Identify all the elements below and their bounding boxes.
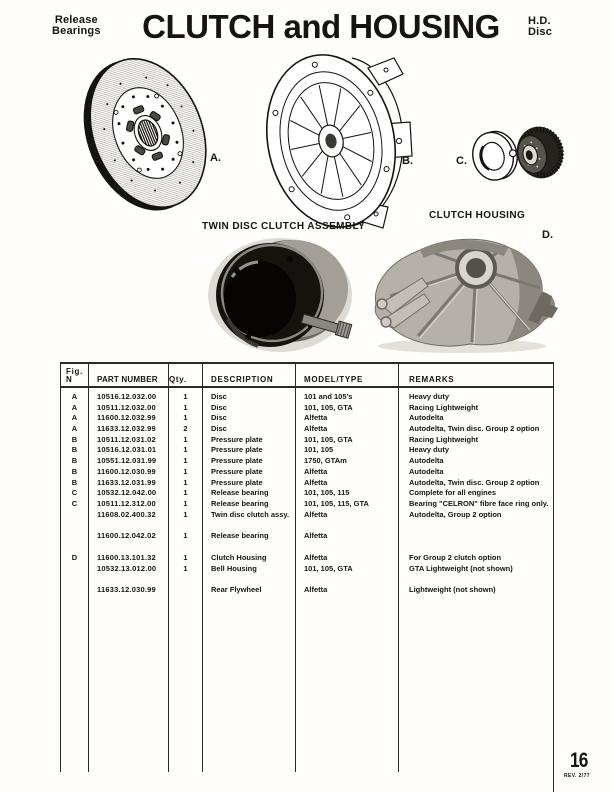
model-type-cell: [296, 520, 399, 531]
part-number-cell: [89, 542, 169, 553]
part-number-cell: 11600.12.030.99: [89, 467, 169, 478]
fig-cell: C: [61, 499, 89, 510]
table-row: [61, 413, 553, 424]
description-cell: Pressure plate: [203, 445, 296, 456]
description-cell: Release bearing: [203, 488, 296, 499]
remarks-cell: Autodelta: [409, 456, 444, 466]
header-right-label: [528, 16, 552, 38]
figure-b-label: B.: [402, 155, 413, 167]
header-left-label: [52, 15, 101, 37]
table-row: [61, 488, 553, 499]
header-description: DESCRIPTION: [203, 364, 296, 386]
qty-cell: 1: [169, 510, 203, 521]
remarks-cell: Racing Lightweight: [409, 434, 479, 444]
description-cell: Pressure plate: [203, 478, 296, 489]
clutch-disc-illustration: [80, 50, 218, 218]
header-qty: Qty.: [169, 364, 203, 386]
part-number-cell: 10516.12.031.01: [89, 445, 169, 456]
header-part-number: PART NUMBER: [89, 364, 169, 386]
fig-cell: A: [61, 424, 89, 435]
part-number-cell: 10511.12.312.00: [89, 499, 169, 510]
qty-cell: 1: [169, 564, 203, 575]
description-cell: Pressure plate: [203, 435, 296, 446]
pressure-plate-illustration: [256, 46, 424, 232]
qty-cell: 1: [169, 467, 203, 478]
figure-d-label: D.: [542, 229, 553, 241]
model-type-cell: Alfetta: [296, 510, 399, 521]
parts-table: [60, 362, 553, 772]
qty-cell: 1: [169, 435, 203, 446]
header-right-line2: Disc: [528, 26, 553, 38]
fig-cell: A: [61, 413, 89, 424]
remarks-cell: Heavy duty: [409, 392, 450, 401]
remarks-cell: GTA Lightweight (not shown): [409, 563, 513, 573]
fig-cell: A: [61, 392, 89, 403]
part-number-cell: 10532.13.012.00: [89, 564, 169, 575]
description-cell: Release bearing: [203, 499, 296, 510]
remarks-cell: [399, 531, 553, 542]
model-type-cell: [296, 574, 399, 585]
remarks-cell: Racing Lightweight: [409, 402, 479, 412]
fig-cell: [61, 542, 89, 553]
qty-cell: 1: [169, 413, 203, 424]
part-number-cell: 11600.13.101.32: [89, 553, 169, 564]
table-row: [61, 403, 553, 414]
description-cell: Clutch Housing: [203, 553, 296, 564]
model-type-cell: Alfetta: [296, 531, 399, 542]
table-row: [61, 510, 553, 521]
header-fig-line2: N: [66, 375, 73, 384]
model-type-cell: 101, 105, 115, GTA: [296, 499, 399, 510]
model-type-cell: Alfetta: [296, 424, 399, 435]
page-title: CLUTCH and HOUSING: [142, 8, 500, 45]
table-row: [61, 553, 553, 564]
header-right-line1: H.D.: [528, 15, 551, 27]
part-number-cell: 11600.12.032.99: [89, 413, 169, 424]
table-row: [61, 424, 553, 435]
table-row: [61, 564, 553, 575]
description-cell: [203, 542, 296, 553]
table-right-border-rule: [553, 362, 554, 792]
figure-a-label: A.: [210, 152, 221, 164]
table-row: [61, 499, 553, 510]
part-number-cell: 11633.12.032.99: [89, 424, 169, 435]
remarks-cell: [399, 542, 553, 553]
table-row: [61, 435, 553, 446]
qty-cell: 1: [169, 478, 203, 489]
table-row: [61, 542, 553, 553]
fig-cell: B: [61, 435, 89, 446]
table-empty-fill: [61, 596, 553, 772]
table-row: [61, 520, 553, 531]
table-header-row: [61, 364, 553, 388]
qty-cell: 1: [169, 392, 203, 403]
qty-cell: [169, 542, 203, 553]
description-cell: Pressure plate: [203, 467, 296, 478]
header-left-line1: Release: [54, 14, 98, 26]
part-number-cell: 11633.12.030.99: [89, 585, 169, 596]
fig-cell: D: [61, 553, 89, 564]
table-row: [61, 456, 553, 467]
remarks-cell: [399, 520, 553, 531]
table-row: [61, 585, 553, 596]
part-number-cell: 10516.12.032.00: [89, 392, 169, 403]
header-remarks: REMARKS: [409, 375, 455, 384]
revision-label: REV. 2/77: [564, 773, 590, 779]
part-number-cell: 11633.12.031.99: [89, 478, 169, 489]
twin-disc-photo: [206, 233, 362, 355]
release-bearing-illustration: [468, 116, 566, 192]
remarks-cell: Autodelta, Twin disc. Group 2 option: [409, 477, 540, 487]
fig-cell: C: [61, 488, 89, 499]
part-number-cell: [89, 520, 169, 531]
header-fig: [61, 364, 89, 386]
fig-cell: B: [61, 478, 89, 489]
model-type-cell: 101, 105, 115: [296, 488, 399, 499]
description-cell: Bell Housing: [203, 564, 296, 575]
remarks-cell: For Group 2 clutch option: [409, 552, 502, 562]
model-type-cell: Alfetta: [296, 478, 399, 489]
model-type-cell: 101, 105, GTA: [296, 403, 399, 414]
description-cell: Disc: [203, 424, 296, 435]
description-cell: [203, 520, 296, 531]
clutch-housing-photo: [360, 224, 560, 356]
fig-cell: [61, 510, 89, 521]
part-number-cell: 11600.12.042.02: [89, 531, 169, 542]
remarks-cell: Complete for all engines: [409, 488, 497, 498]
table-row: [61, 574, 553, 585]
fig-cell: [61, 531, 89, 542]
model-type-cell: 101, 105: [296, 445, 399, 456]
remarks-cell: Lightweight (not shown): [409, 585, 496, 595]
remarks-cell: Autodelta: [409, 466, 444, 476]
part-number-cell: 10551.12.031.99: [89, 456, 169, 467]
model-type-cell: Alfetta: [296, 585, 399, 596]
model-type-cell: Alfetta: [296, 413, 399, 424]
model-type-cell: Alfetta: [296, 553, 399, 564]
remarks-cell: Autodelta, Twin disc. Group 2 option: [409, 424, 540, 434]
header-left-line2: Bearings: [52, 25, 101, 37]
clutch-housing-caption: CLUTCH HOUSING: [429, 210, 526, 221]
description-cell: Release bearing: [203, 531, 296, 542]
qty-cell: 2: [169, 424, 203, 435]
model-type-cell: 101, 105, GTA: [296, 435, 399, 446]
table-row: [61, 467, 553, 478]
part-number-cell: [89, 574, 169, 585]
description-cell: Rear Flywheel: [203, 585, 296, 596]
model-type-cell: 1750, GTAm: [296, 456, 399, 467]
part-number-cell: 10511.12.031.02: [89, 435, 169, 446]
qty-cell: 1: [169, 488, 203, 499]
remarks-cell: Autodelta, Group 2 option: [409, 509, 502, 519]
table-row: [61, 531, 553, 542]
fig-cell: [61, 585, 89, 596]
header-fig-line1: Fig.: [66, 367, 84, 376]
table-row: [61, 478, 553, 489]
page-number: 16: [570, 749, 588, 772]
twin-disc-caption: TWIN DISC CLUTCH ASSEMBLY: [202, 221, 366, 232]
description-cell: Pressure plate: [203, 456, 296, 467]
part-number-cell: 10532.12.042.00: [89, 488, 169, 499]
description-cell: Disc: [203, 392, 296, 403]
qty-cell: 1: [169, 553, 203, 564]
header-model-type: MODEL/TYPE: [296, 364, 399, 386]
fig-cell: B: [61, 456, 89, 467]
fig-cell: A: [61, 403, 89, 414]
model-type-cell: 101, 105, GTA: [296, 564, 399, 575]
remarks-cell: Bearing "CELRON" fibre face ring only.: [409, 498, 549, 508]
fig-cell: B: [61, 445, 89, 456]
fig-cell: [61, 520, 89, 531]
model-type-cell: 101 and 105's: [296, 392, 399, 403]
model-type-cell: Alfetta: [296, 467, 399, 478]
fig-cell: [61, 574, 89, 585]
model-type-cell: [296, 542, 399, 553]
qty-cell: 1: [169, 456, 203, 467]
fig-cell: B: [61, 467, 89, 478]
remarks-cell: [399, 574, 553, 585]
qty-cell: [169, 520, 203, 531]
description-cell: Disc: [203, 413, 296, 424]
table-row: [61, 392, 553, 403]
remarks-cell: Heavy duty: [409, 445, 450, 455]
qty-cell: 1: [169, 445, 203, 456]
description-cell: Disc: [203, 403, 296, 414]
qty-cell: 1: [169, 403, 203, 414]
remarks-cell: Autodelta: [409, 413, 444, 423]
part-number-cell: 10511.12.032.00: [89, 403, 169, 414]
description-cell: [203, 574, 296, 585]
part-number-cell: 11608.02.400.32: [89, 510, 169, 521]
qty-cell: [169, 574, 203, 585]
qty-cell: [169, 585, 203, 596]
table-row: [61, 445, 553, 456]
description-cell: Twin disc clutch assy.: [203, 510, 296, 521]
qty-cell: 1: [169, 531, 203, 542]
qty-cell: 1: [169, 499, 203, 510]
figure-c-label: C.: [456, 155, 467, 167]
fig-cell: [61, 564, 89, 575]
